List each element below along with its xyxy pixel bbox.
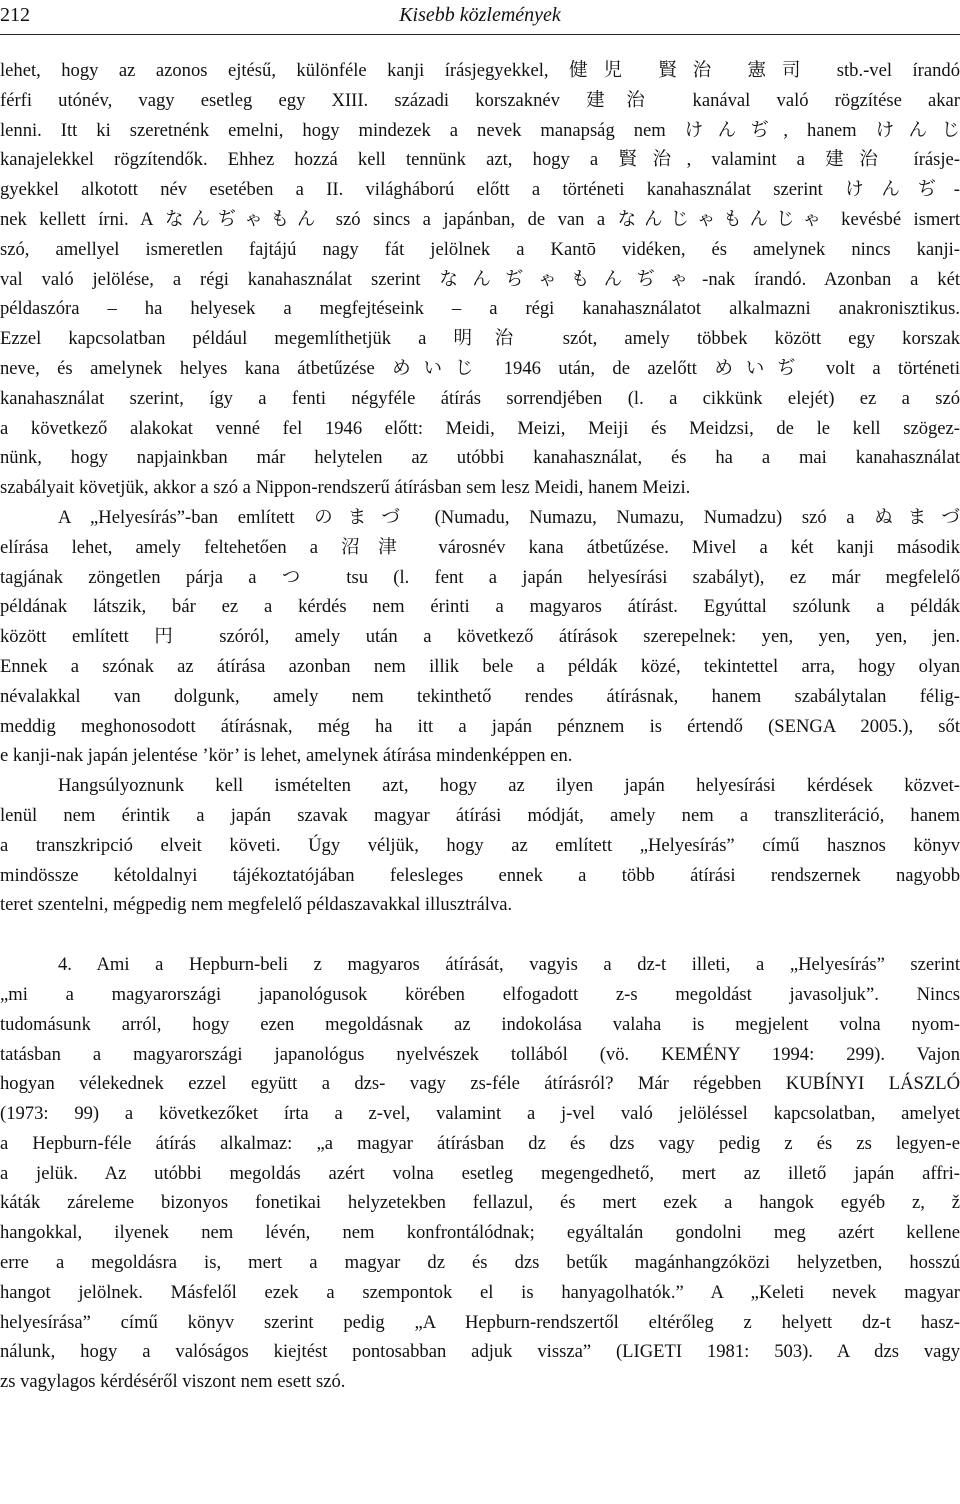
text-line: a jelük. Az utóbbi megoldás azért volna esetleg megengedhető, mert az illető japán affri- — [0, 1162, 960, 1184]
text-line: káták záreleme bizonyos fonetikai helyzetekben fellazul, és mert ezek a hangok egyéb z, ž — [0, 1192, 960, 1214]
text-line: Hangsúlyoznunk kell ismételten azt, hogy az ilyen japán helyesírási kérdések közvet- — [58, 775, 960, 797]
text-line: férfi utónév, vagy esetleg egy XIII. századi korszaknév 建治 kanával való rögzítése akar — [0, 89, 960, 111]
running-title: Kisebb közlemények — [399, 4, 561, 26]
page-header — [0, 4, 960, 34]
text-line: teret szentelni, mégpedig nem megfelelő példaszavakkal illusztrálva. — [0, 894, 513, 916]
text-line: hangot jelölnek. Másfelől ezek a szempontok el is hanyagolhatók.” A „Keleti nevek magyar — [0, 1281, 960, 1303]
text-line: nünk, hogy napjainkban már helytelen az utóbbi kanahasználat, és ha a mai kanahasználat — [0, 447, 960, 469]
text-line: között említett 円 szóról, amely után a következő átírások szerepelnek: yen, yen, yen, jen. — [0, 626, 960, 648]
text-line: tagjának zöngetlen párja a つ tsu (l. fent a japán helyesírási szabályt), ez már megfelelő — [0, 566, 960, 588]
text-line: lenül nem érintik a japán szavak magyar átírási módját, amely nem a transzliteráció, hanem — [0, 804, 960, 826]
text-line: Ezzel kapcsolatban például megemlíthetjük a 明治 szót, amely többek között egy korszak — [0, 328, 960, 350]
text-line: nek kellett írni. A なんぢゃもん szó sincs a japánban, de van a なんじゃもんじゃ kevésbé ismert — [0, 208, 960, 230]
text-line: val való jelölése, a régi kanahasználat szerint なんぢゃもんぢゃ-nak írandó. Azonban a két — [0, 268, 960, 290]
text-line: a következő alakokat venné fel 1946 előtt: Meidi, Meizi, Meiji és Meidzsi, de le kell szögez- — [0, 417, 960, 439]
header-divider — [0, 34, 960, 35]
text-line: lehet, hogy az azonos ejtésű, különféle kanji írásjegyekkel, 健児 賢治 憲司 stb.-vel írandó — [0, 60, 960, 81]
text-line: kanahasználat szerint, így a fenti négyféle átírás sorrendjében (l. a cikkünk elejét) ez a szó — [0, 387, 960, 409]
text-line: szó, amellyel ismeretlen fajtájú nagy fát jelölnek a Kantō vidéken, és amelynek nincs kanji- — [0, 238, 960, 260]
text-line: helyesírása” című könyv szerint pedig „A Hepburn-rendszertől eltérőleg z helyett dz-t hasz- — [0, 1311, 960, 1333]
text-line: Ennek a szónak az átírása azonban nem illik bele a példák közé, tekintettel arra, hogy olyan — [0, 655, 960, 677]
text-line: mindössze kétoldalnyi tájékoztatójában felesleges ennek a több átírási rendszernek nagyobb — [0, 864, 960, 886]
text-line: erre a megoldásra is, mert a magyar dz és dzs betűk magánhangzóközi helyzetben, hosszú — [0, 1252, 960, 1274]
text-line: példaszóra – ha helyesek a megfejtéseink – a régi kanahasználatot alkalmazni anakronisztikus. — [0, 298, 960, 320]
text-line: tatásban a magyarországi japanológus nyelvészek tollából (vö. KEMÉNY 1994: 299). Vajon — [0, 1043, 960, 1065]
text-line: elírása lehet, amely feltehetően a 沼津 városnév kana átbetűzése. Mivel a két kanji második — [0, 536, 960, 558]
page-number: 212 — [0, 4, 30, 26]
text-line: gyekkel alkotott név esetében a II. világháború előtt a történeti kanahasználat szerint けんぢ- — [0, 179, 960, 201]
text-line: hogyan vélekednek ezzel együtt a dzs- vagy zs-féle átírásról? Már régebben KUBÍNYI LÁSZLÓ — [0, 1073, 960, 1095]
text-line: névalakkal van dolgunk, amely nem tekinthető rendes átírásnak, hanem szabálytalan félig- — [0, 685, 960, 707]
text-line: a transzkripció elveit követi. Úgy véljük, hogy az említett „Helyesírás” című hasznos könyv — [0, 834, 960, 856]
paragraph-gap — [0, 920, 960, 950]
text-line: a Hepburn-féle átírás alkalmaz: „a magyar átírásban dz és dzs vagy pedig z és zs legyen-e — [0, 1132, 960, 1154]
text-line: (1973: 99) a következőket írta a z-vel, valamint a j-vel való jelöléssel kapcsolatban, amelyet — [0, 1103, 960, 1125]
text-line: szabályait követjük, akkor a szó a Nippon-rendszerű átírásban sem lesz Meidi, hanem Meizi. — [0, 477, 691, 499]
text-line: 4. Ami a Hepburn-beli z magyaros átírását, vagyis a dz-t illeti, a „Helyesírás” szerint — [58, 954, 960, 976]
article-body — [0, 56, 960, 1397]
text-line: tudomásunk arról, hogy ezen megoldásnak az indokolása valaha is megjelent volna nyom- — [0, 1013, 960, 1035]
text-line: hangokkal, ilyenek nem lévén, nem konfrontálódnak; egyáltalán gondolni meg azért kellene — [0, 1222, 960, 1244]
text-line: nálunk, hogy a valóságos kiejtést pontosabban adjuk vissza” (LIGETI 1981: 503). A dzs vagy — [0, 1341, 960, 1363]
text-line: meddig meghonosodott átírásnak, még ha itt a japán pénznem is értendő (SENGA 2005.), sőt — [0, 715, 960, 737]
text-line: zs vagylagos kérdéséről viszont nem esett szó. — [0, 1371, 346, 1393]
text-line: neve, és amelynek helyes kana átbetűzése めいじ 1946 után, de azelőtt めいぢ volt a történeti — [0, 357, 960, 379]
text-line: lenni. Itt ki szeretnénk emelni, hogy mindezek a nevek manapság nem けんぢ, hanem けんじ — [0, 119, 960, 141]
text-line: A „Helyesírás”-ban említett のまづ (Numadu, Numazu, Numazu, Numadzu) szó a ぬまづ — [58, 506, 960, 528]
text-line: kanajelekkel rögzítendők. Ehhez hozzá kell tennünk azt, hogy a 賢治, valamint a 建治 írásje- — [0, 149, 960, 171]
text-line: e kanji-nak japán jelentése ’kör’ is lehet, amelynek átírása mindenképpen en. — [0, 745, 573, 767]
text-line: példának látszik, bár ez a kérdés nem érinti a magyaros átírást. Egyúttal szólunk a példák — [0, 596, 960, 618]
text-line: „mi a magyarországi japanológusok körében elfogadott z-s megoldást javasoljuk”. Nincs — [0, 983, 960, 1005]
